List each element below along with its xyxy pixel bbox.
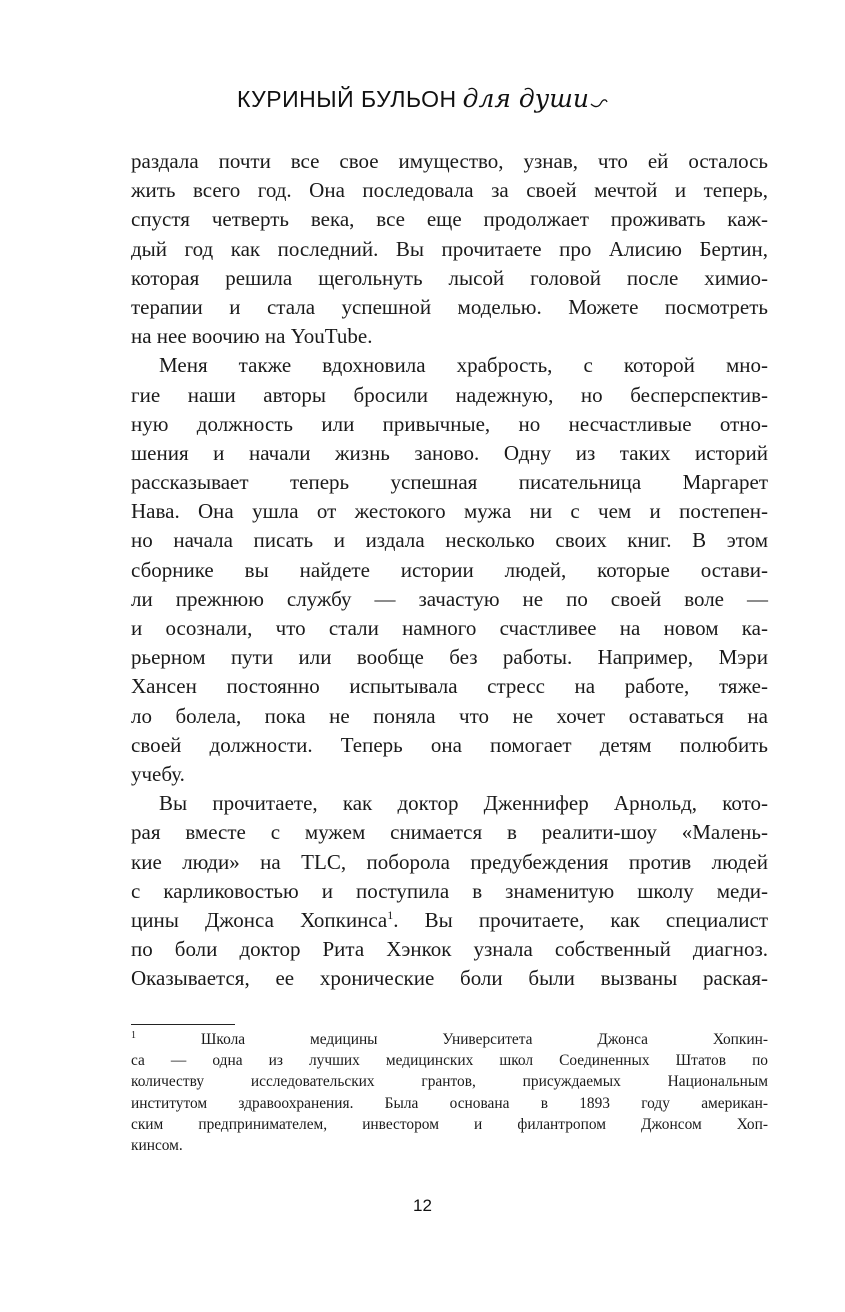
- text-line: жить всего год. Она последовала за своей мечтой и теперь,: [131, 178, 768, 203]
- text-line: и осознали, что стали намного счастливее на новом ка-: [131, 616, 768, 640]
- footnote-line: са — одна из лучших медицинских школ Соединенных Штатов по: [131, 1052, 768, 1070]
- text-line-part: цины Джонса Хопкинса: [131, 907, 388, 932]
- text-line: по боли доктор Рита Хэнкок узнала собственный диагноз.: [131, 937, 768, 962]
- footnote-reference[interactable]: 1: [387, 907, 394, 922]
- text-line: своей должности. Теперь она помогает детям полюбить: [131, 732, 768, 757]
- text-line: рассказывает теперь успешная писательница Маргарет: [131, 470, 768, 495]
- footnote-line: [131, 1029, 768, 1050]
- running-head: [0, 84, 845, 113]
- text-line-part: . Вы прочитаете, как специалист: [393, 907, 768, 932]
- text-line: шения и начали жизнь заново. Одну из таких историй: [131, 440, 768, 465]
- text-line: Нава. Она ушла от жестокого мужа ни с чем и постепен-: [131, 499, 768, 524]
- footnote: [131, 1029, 768, 1156]
- text-line: но начала писать и издала несколько своих книг. В этом: [131, 528, 768, 553]
- text-line: которая решила щегольнуть лысой головой после химио-: [131, 265, 768, 290]
- text-line-with-footnote-ref: [131, 906, 768, 935]
- text-line: с карликовостью и поступила в знаменитую школу меди-: [131, 878, 768, 903]
- text-line: на нее воочию на YouTube.: [131, 324, 373, 349]
- text-line: гие наши авторы бросили надежную, но бесперспектив-: [131, 382, 768, 407]
- footnote-separator: [131, 1024, 235, 1025]
- footnote-marker: 1: [131, 1029, 136, 1041]
- running-head-script: для души: [462, 84, 590, 113]
- text-line: дый год как последний. Вы прочитаете про Алисию Бертин,: [131, 236, 768, 261]
- text-line: спустя четверть века, все еще продолжает проживать каж-: [131, 207, 768, 232]
- text-line: рьерном пути или вообще без работы. Например, Мэри: [131, 645, 768, 670]
- text-line: Меня также вдохновила храбрость, с которой мно-: [159, 353, 768, 378]
- text-line: ную должность или привычные, но несчастливые отно-: [131, 411, 768, 436]
- text-line: раздала почти все свое имущество, узнав, что ей осталось: [131, 149, 768, 173]
- footnote-line: ским предпринимателем, инвестором и филантропом Джонсом Хоп-: [131, 1115, 768, 1133]
- text-line: учебу.: [131, 761, 185, 786]
- text-line: терапии и стала успешной моделью. Можете посмотреть: [131, 294, 768, 319]
- footnote-line: количеству исследовательских грантов, присуждаемых Национальным: [131, 1073, 768, 1091]
- text-line: кие люди» на TLC, поборола предубеждения против людей: [131, 849, 768, 874]
- footnote-line-text: Школа медицины Университета Джонса Хопкин-: [200, 1031, 768, 1048]
- text-line: Вы прочитаете, как доктор Дженнифер Арнольд, кото-: [159, 791, 768, 816]
- main-text: [131, 147, 768, 993]
- text-line: ло болела, пока не поняла что не хочет оставаться на: [131, 703, 768, 728]
- page-number: 12: [413, 1196, 432, 1215]
- text-line: сборнике вы найдете истории людей, которые остави-: [131, 557, 768, 582]
- running-head-title: КУРИНЫЙ БУЛЬОН: [236, 86, 457, 112]
- footnote-line: кинсом.: [131, 1136, 183, 1154]
- text-line: Хансен постоянно испытывала стресс на работе, тяже-: [131, 674, 768, 699]
- text-line: рая вместе с мужем снимается в реалити-шоу «Малень-: [131, 820, 768, 845]
- flourish-icon: [590, 97, 608, 109]
- text-line: ли прежнюю службу — зачастую не по своей воле —: [131, 586, 768, 611]
- footnote-line: институтом здравоохранения. Была основана в 1893 году американ-: [131, 1094, 768, 1112]
- text-line: Оказывается, ее хронические боли были вызваны раская-: [131, 966, 768, 991]
